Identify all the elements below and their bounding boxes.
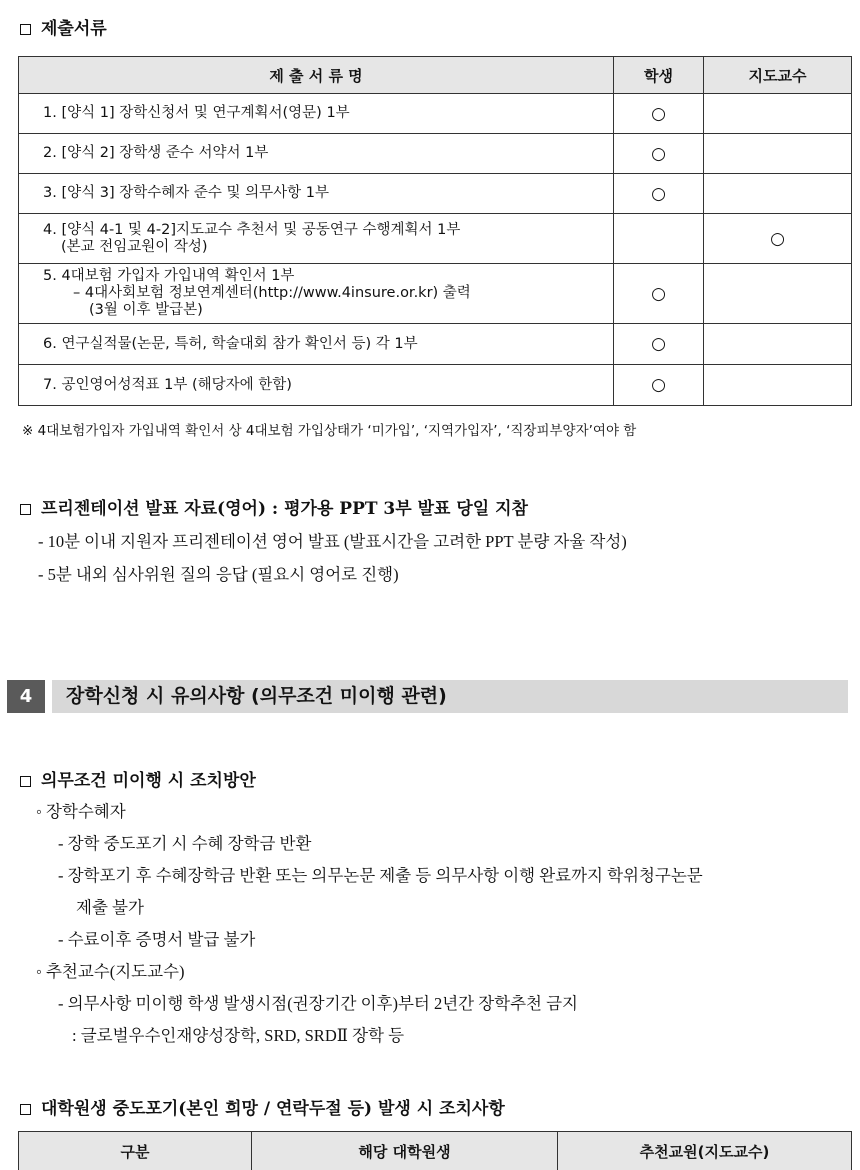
dropout-heading: 대학원생 중도포기(본인 희망 / 연락두절 등) 발생 시 조치사항	[20, 1094, 505, 1119]
advisor-mark	[704, 134, 852, 174]
obligation-line: : 글로벌우수인재양성장학, SRD, SRDⅡ 장학 등	[72, 1022, 404, 1046]
advisor-mark: ○	[704, 214, 852, 264]
docs-heading: 제출서류	[20, 14, 107, 39]
student-mark: ○	[614, 264, 704, 324]
col-doc-name: 제 출 서 류 명	[19, 57, 614, 94]
section-title-bar: 장학신청 시 유의사항 (의무조건 미이행 관련)	[52, 680, 848, 713]
obligation-line: - 수료이후 증명서 발급 불가	[58, 926, 255, 950]
col-category: 구분	[19, 1132, 252, 1170]
table-row	[19, 134, 852, 174]
table-row	[19, 94, 852, 134]
advisor-mark	[704, 324, 852, 365]
obligation-line: - 장학포기 후 수혜장학금 반환 또는 의무논문 제출 등 의무사항 이행 완료까지 학위청구논문	[58, 862, 703, 886]
table-row	[19, 174, 852, 214]
col-student: 해당 대학원생	[252, 1132, 558, 1170]
checkbox-square-icon	[20, 504, 31, 515]
student-mark: ○	[614, 324, 704, 365]
advisor-mark	[704, 264, 852, 324]
doc-name: 6. 연구실적물(논문, 특허, 학술대회 참가 확인서 등) 각 1부	[41, 336, 591, 353]
table-row	[19, 264, 852, 324]
doc-name: 1. [양식 1] 장학신청서 및 연구계획서(영문) 1부	[41, 105, 591, 122]
obligation-line: - 의무사항 미이행 학생 발생시점(권장기간 이후)부터 2년간 장학추천 금지	[58, 990, 578, 1014]
presentation-item: - 10분 이내 지원자 프리젠테이션 영어 발표 (발표시간을 고려한 PPT 분량 자율 작성)	[38, 528, 627, 552]
documents-table	[18, 56, 852, 406]
checkbox-square-icon	[20, 24, 31, 35]
checkbox-square-icon	[20, 776, 31, 787]
obligation-line: 제출 불가	[76, 894, 144, 918]
student-mark	[614, 214, 704, 264]
table-header-row	[19, 1132, 852, 1170]
doc-note: (3월 이후 발급본)	[41, 302, 591, 319]
doc-name: 2. [양식 2] 장학생 준수 서약서 1부	[41, 145, 591, 162]
doc-name: 4. [양식 4-1 및 4-2]지도교수 추천서 및 공동연구 수행계획서 1부	[41, 222, 591, 239]
doc-name: 7. 공인영어성적표 1부 (해당자에 한함)	[41, 377, 591, 394]
obligation-line: - 장학 중도포기 시 수혜 장학금 반환	[58, 830, 311, 854]
table-row	[19, 324, 852, 365]
obligation-line: ◦ 추천교수(지도교수)	[36, 958, 184, 982]
student-mark: ○	[614, 365, 704, 406]
doc-note: – 4대사회보험 정보연계센터(http://www.4insure.or.kr) 출력	[41, 285, 591, 302]
checkbox-square-icon	[20, 1104, 31, 1115]
student-mark: ○	[614, 94, 704, 134]
dropout-table	[18, 1131, 852, 1170]
col-advisor: 지도교수	[704, 57, 852, 94]
student-mark: ○	[614, 174, 704, 214]
table-row	[19, 365, 852, 406]
obligation-heading: 의무조건 미이행 시 조치방안	[20, 766, 256, 791]
presentation-heading: 프리젠테이션 발표 자료(영어) : 평가용 PPT 3부 발표 당일 지참	[20, 494, 528, 519]
section-number-badge: 4	[7, 680, 45, 713]
insurance-note: ※ 4대보험가입자 가입내역 확인서 상 4대보험 가입상태가 ‘미가입’, ‘지역가입자’, ‘직장피부양자’여야 함	[22, 419, 636, 439]
advisor-mark	[704, 365, 852, 406]
student-mark: ○	[614, 134, 704, 174]
doc-note: (본교 전임교원이 작성)	[41, 239, 591, 256]
presentation-item: - 5분 내외 심사위원 질의 응답 (필요시 영어로 진행)	[38, 561, 399, 585]
table-row	[19, 214, 852, 264]
doc-name: 3. [양식 3] 장학수혜자 준수 및 의무사항 1부	[41, 185, 591, 202]
col-student: 학생	[614, 57, 704, 94]
table-header-row	[19, 57, 852, 94]
obligation-line: ◦ 장학수혜자	[36, 798, 126, 822]
advisor-mark	[704, 174, 852, 214]
col-advisor: 추천교원(지도교수)	[558, 1132, 852, 1170]
advisor-mark	[704, 94, 852, 134]
doc-name: 5. 4대보험 가입자 가입내역 확인서 1부	[41, 268, 591, 285]
